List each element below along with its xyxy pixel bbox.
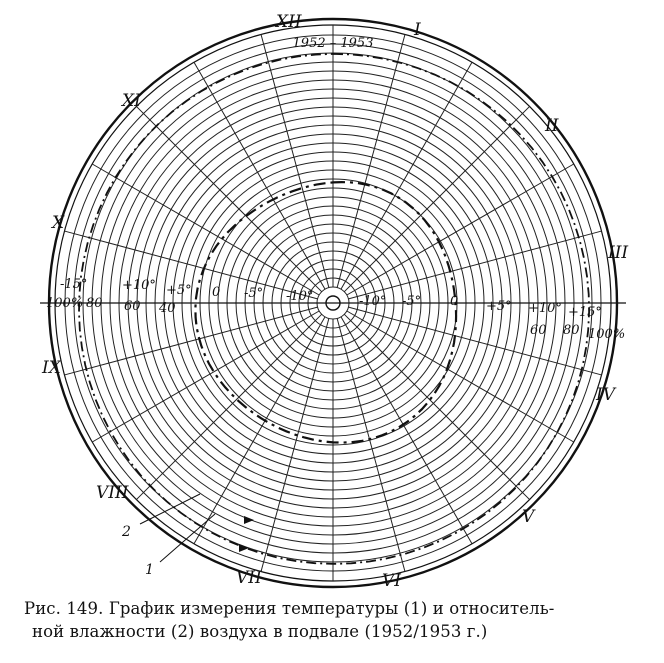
curve-2-label: 2 (122, 524, 131, 540)
temp-scale-right-3: 0 (450, 294, 459, 309)
humidity-scale-right-2: 80 (563, 323, 580, 338)
temp-scale-right-2: -5° (402, 294, 422, 309)
grid-spoke (261, 318, 329, 571)
month-label-ix: IX (42, 358, 61, 378)
humidity-scale-right-3: 100% (588, 327, 626, 342)
grid-spoke (261, 34, 329, 287)
caption-line-1: Рис. 149. График измерения температуры (1) и относитель- (24, 599, 555, 618)
temperature-curve (195, 182, 459, 443)
temperature-arrow (244, 516, 254, 524)
humidity-scale-right-1: 60 (530, 323, 547, 338)
temp-scale-right-6: +15° (568, 305, 602, 320)
temp-scale-right-1: -10° (359, 294, 387, 309)
humidity-scale-left-1: 100% (46, 296, 84, 311)
humidity-scale-left-2: 80 (86, 296, 103, 311)
grid-spoke (136, 106, 321, 291)
grid-spoke (344, 314, 529, 499)
temp-scale-right-5: +10° (528, 301, 562, 316)
month-label-ii: II (545, 116, 559, 136)
humidity-scale-left-3: 60 (124, 299, 141, 314)
humidity-scale-left-4: 40 (159, 301, 176, 316)
temp-scale-left-5: -5° (244, 286, 264, 301)
temp-scale-left-2: +10° (122, 278, 156, 293)
month-label-vi: VI (382, 571, 401, 591)
temp-scale-left-3: +5° (166, 283, 192, 298)
curve-1-label: 1 (145, 562, 154, 578)
month-label-x: X (52, 213, 65, 233)
grid-spoke (136, 314, 321, 499)
grid-spoke (348, 231, 601, 299)
month-label-iii: III (608, 243, 629, 263)
temp-scale-right-4: +5° (486, 299, 512, 314)
temp-scale-left-6: -10° (286, 289, 314, 304)
humidity-arrow (239, 544, 249, 552)
temp-scale-left-4: 0 (212, 285, 221, 300)
curve-1-leader (160, 514, 215, 562)
month-label-iv: IV (596, 385, 615, 405)
month-label-i: I (414, 20, 421, 40)
grid-spoke (64, 307, 317, 375)
month-label-xii: XII (276, 12, 302, 32)
grid-spoke (337, 34, 405, 287)
grid-spoke (344, 106, 529, 291)
grid-spoke (348, 307, 601, 375)
month-label-xi: XI (122, 91, 141, 111)
grid-spoke (337, 318, 405, 571)
figure-caption (24, 597, 644, 643)
month-label-v: V (522, 507, 535, 527)
month-label-viii: VIII (96, 483, 129, 503)
month-label-vii: VII (236, 568, 262, 588)
caption-line-2: ной влажности (2) воздуха в подвале (1952/1953 г.) (32, 622, 488, 641)
period-label: 1952 – 1953 (292, 36, 374, 51)
temp-scale-left-1: -15° (60, 277, 88, 292)
